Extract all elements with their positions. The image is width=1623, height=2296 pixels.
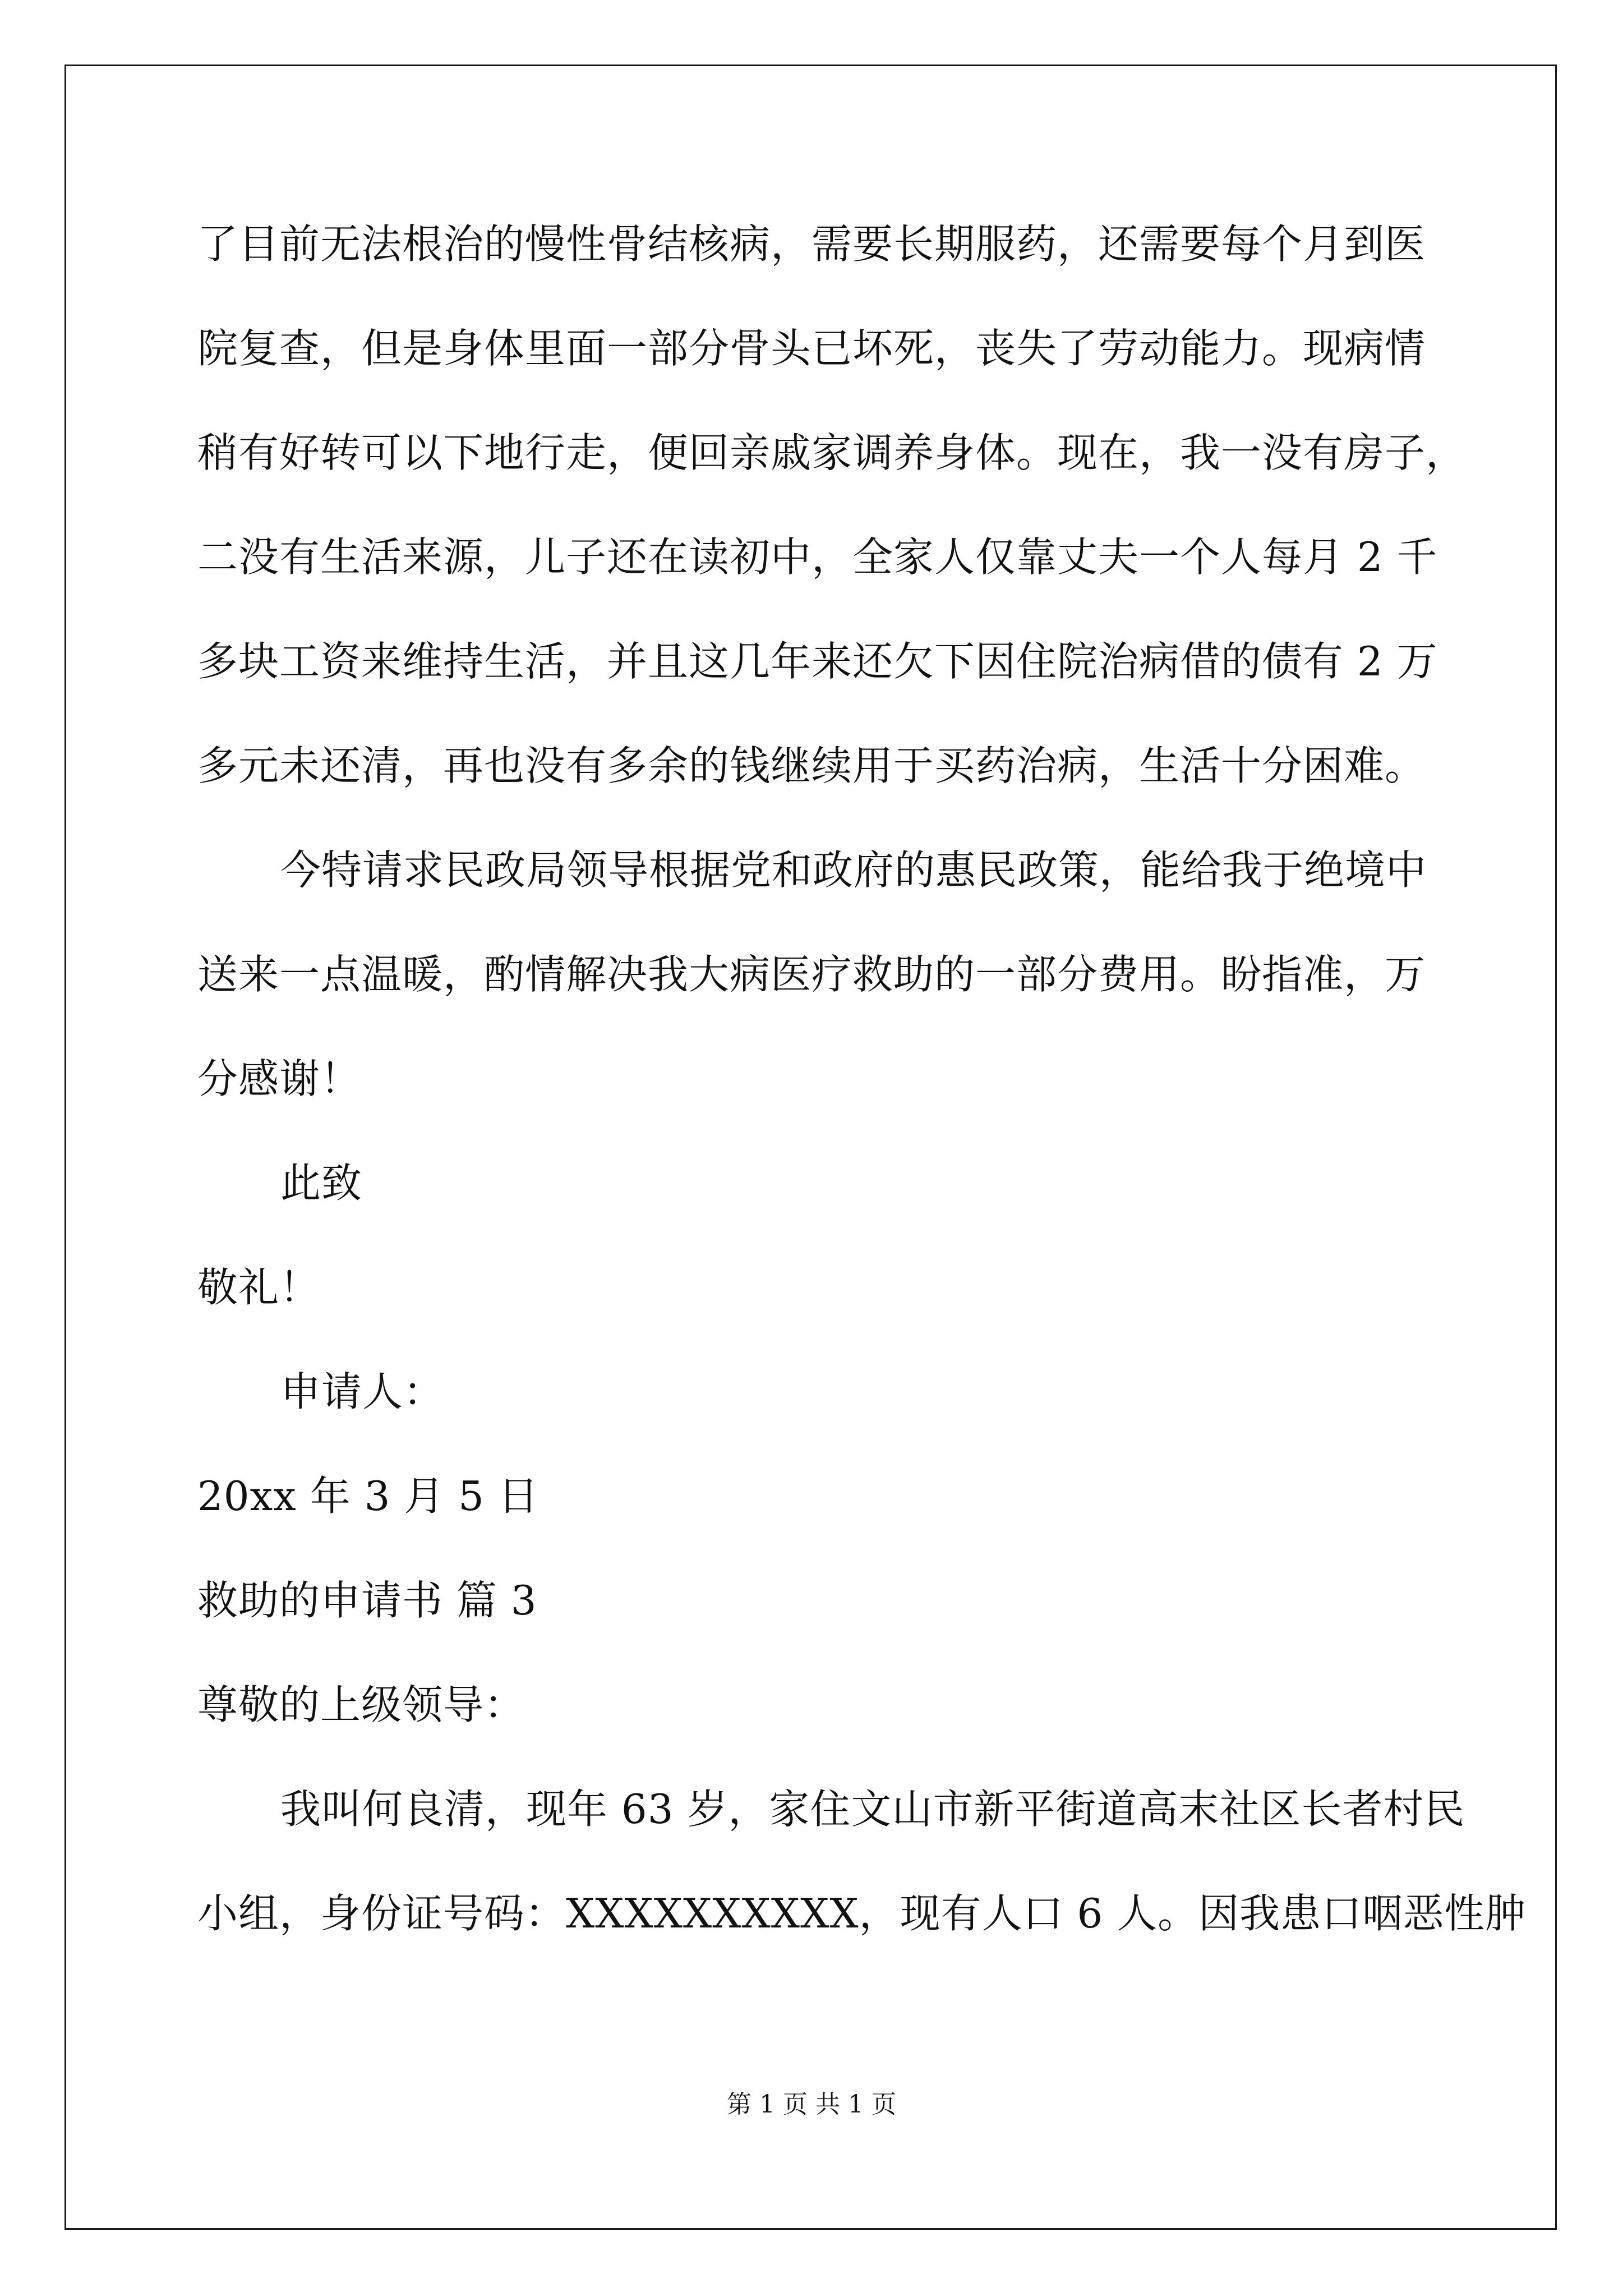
- document-body: [197, 219, 1527, 1993]
- paragraph-line: 了目前无法根治的慢性骨结核病，需要长期服药，还需要每个月到医: [197, 220, 1426, 268]
- paragraph-line: 送来一点温暖，酌情解决我大病医疗救助的一部分费用。盼指准，万: [197, 951, 1426, 998]
- paragraph-line: 多元未还清，再也没有多余的钱继续用于买药治病，生活十分困难。: [197, 742, 1426, 789]
- closing-regards: 敬礼！: [197, 1264, 321, 1311]
- paragraph-line: 二没有生活来源，儿子还在读初中，全家人仅靠丈夫一个人每月 2 千: [197, 533, 1438, 581]
- section-title: 救助的申请书 篇 3: [197, 1577, 537, 1624]
- paragraph-line: 今特请求民政局领导根据党和政府的惠民政策，能给我于绝境中: [280, 846, 1427, 894]
- applicant-label: 申请人：: [280, 1368, 445, 1415]
- paragraph-line: 小组，身份证号码：XXXXXXXXXX，现有人口 6 人。因我患口咽恶性肿: [197, 1890, 1527, 1937]
- paragraph-line: 我叫何良清，现年 63 岁，家住文山市新平街道高末社区长者村民: [280, 1786, 1465, 1833]
- greeting-line: 尊敬的上级领导：: [197, 1681, 525, 1728]
- paragraph-line: 院复查，但是身体里面一部分骨头已坏死，丧失了劳动能力。现病情: [197, 325, 1426, 372]
- paragraph-line: 稍有好转可以下地行走，便回亲戚家调养身体。现在，我一没有房子，: [197, 429, 1467, 476]
- paragraph-line: 多块工资来维持生活，并且这几年来还欠下因住院治病借的债有 2 万: [197, 638, 1438, 685]
- closing-salutation: 此致: [280, 1159, 363, 1207]
- paragraph-line: 分感谢！: [197, 1055, 362, 1102]
- page-footer: 第 1 页 共 1 页: [727, 2090, 896, 2119]
- date-line: 20xx 年 3 月 5 日: [197, 1473, 539, 1520]
